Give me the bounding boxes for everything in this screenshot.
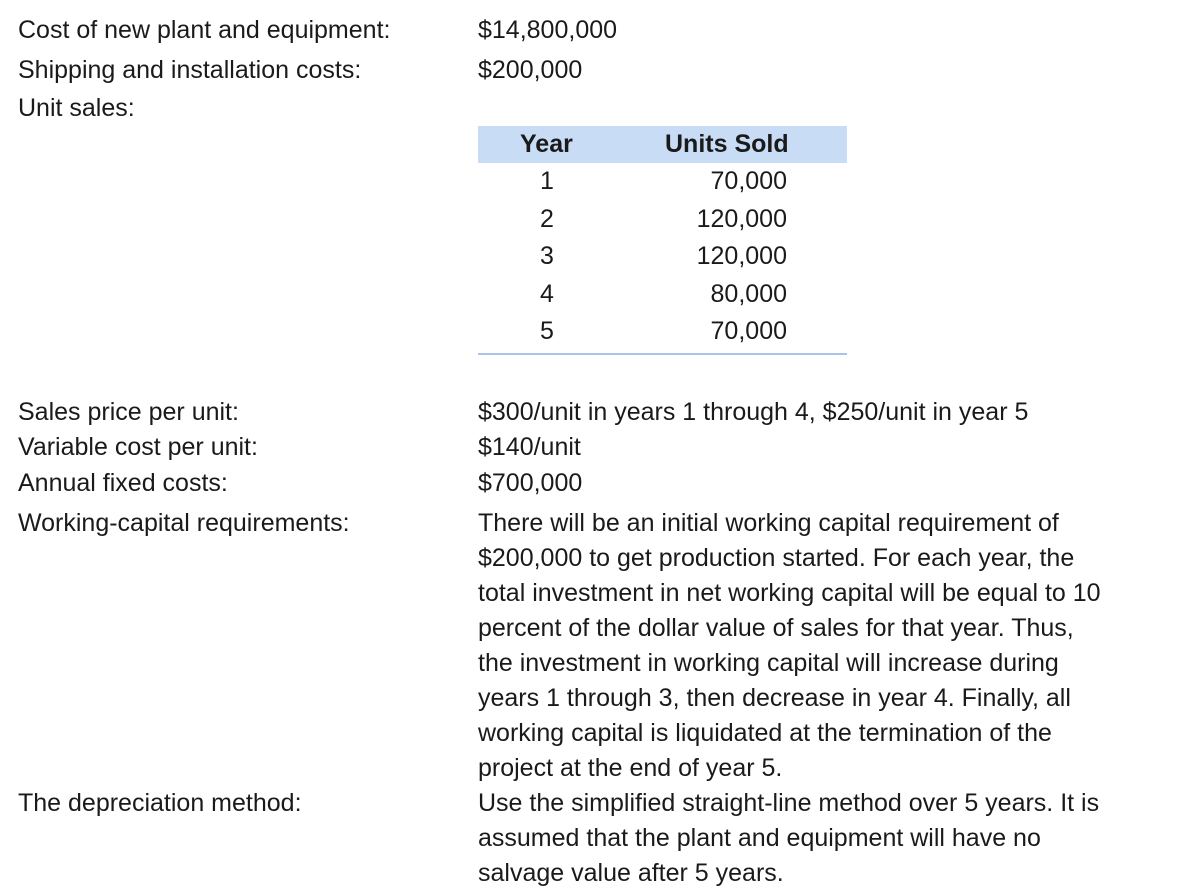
variable-cost-label: Variable cost per unit: <box>18 433 258 461</box>
table-row <box>478 201 847 239</box>
variable-cost-value: $140/unit <box>478 433 581 461</box>
working-capital-line: project at the end of year 5. <box>478 754 783 782</box>
fixed-costs-label: Annual fixed costs: <box>18 469 228 497</box>
sales-price-value: $300/unit in years 1 through 4, $250/unit in year 5 <box>478 398 1029 426</box>
working-capital-line: working capital is liquidated at the termination of the <box>478 719 1052 747</box>
table-row <box>478 276 847 314</box>
table-row <box>478 313 847 351</box>
working-capital-line: percent of the dollar value of sales for that year. Thus, <box>478 614 1074 642</box>
units-cell: 70,000 <box>710 317 787 346</box>
working-capital-line: There will be an initial working capital requirement of <box>478 509 1059 537</box>
working-capital-line: $200,000 to get production started. For each year, the <box>478 544 1075 572</box>
depreciation-label: The depreciation method: <box>18 789 302 817</box>
working-capital-label: Working-capital requirements: <box>18 509 350 537</box>
cost-value: $14,800,000 <box>478 16 618 44</box>
table-row <box>478 163 847 201</box>
sales-price-label: Sales price per unit: <box>18 398 239 426</box>
table-row <box>478 238 847 276</box>
unit-sales-label: Unit sales: <box>18 94 135 122</box>
working-capital-line: total investment in net working capital will be equal to 10 <box>478 579 1101 607</box>
year-cell: 5 <box>540 317 554 346</box>
units-sold-table <box>478 126 847 355</box>
depreciation-line: salvage value after 5 years. <box>478 859 784 887</box>
units-cell: 120,000 <box>696 204 787 233</box>
table-header <box>478 126 847 163</box>
year-cell: 1 <box>540 167 554 195</box>
units-cell: 70,000 <box>710 167 787 195</box>
depreciation-line: assumed that the plant and equipment will have no <box>478 824 1041 852</box>
year-column-header: Year <box>520 130 573 158</box>
shipping-value: $200,000 <box>478 56 583 84</box>
units-cell: 80,000 <box>710 279 787 308</box>
units-cell: 120,000 <box>696 242 787 271</box>
units-column-header: Units Sold <box>665 130 789 158</box>
working-capital-line: the investment in working capital will increase during <box>478 649 1059 677</box>
year-cell: 3 <box>540 242 554 271</box>
working-capital-text <box>478 506 1178 786</box>
cost-label: Cost of new plant and equipment: <box>18 16 391 44</box>
table-bottom-border <box>478 353 847 355</box>
fixed-costs-value: $700,000 <box>478 469 583 497</box>
depreciation-line: Use the simplified straight-line method over 5 years. It is <box>478 789 1100 817</box>
working-capital-line: years 1 through 3, then decrease in year 4. Finally, all <box>478 684 1071 712</box>
year-cell: 4 <box>540 279 554 308</box>
depreciation-text <box>478 786 1178 891</box>
shipping-label: Shipping and installation costs: <box>18 56 362 84</box>
year-cell: 2 <box>540 204 554 233</box>
